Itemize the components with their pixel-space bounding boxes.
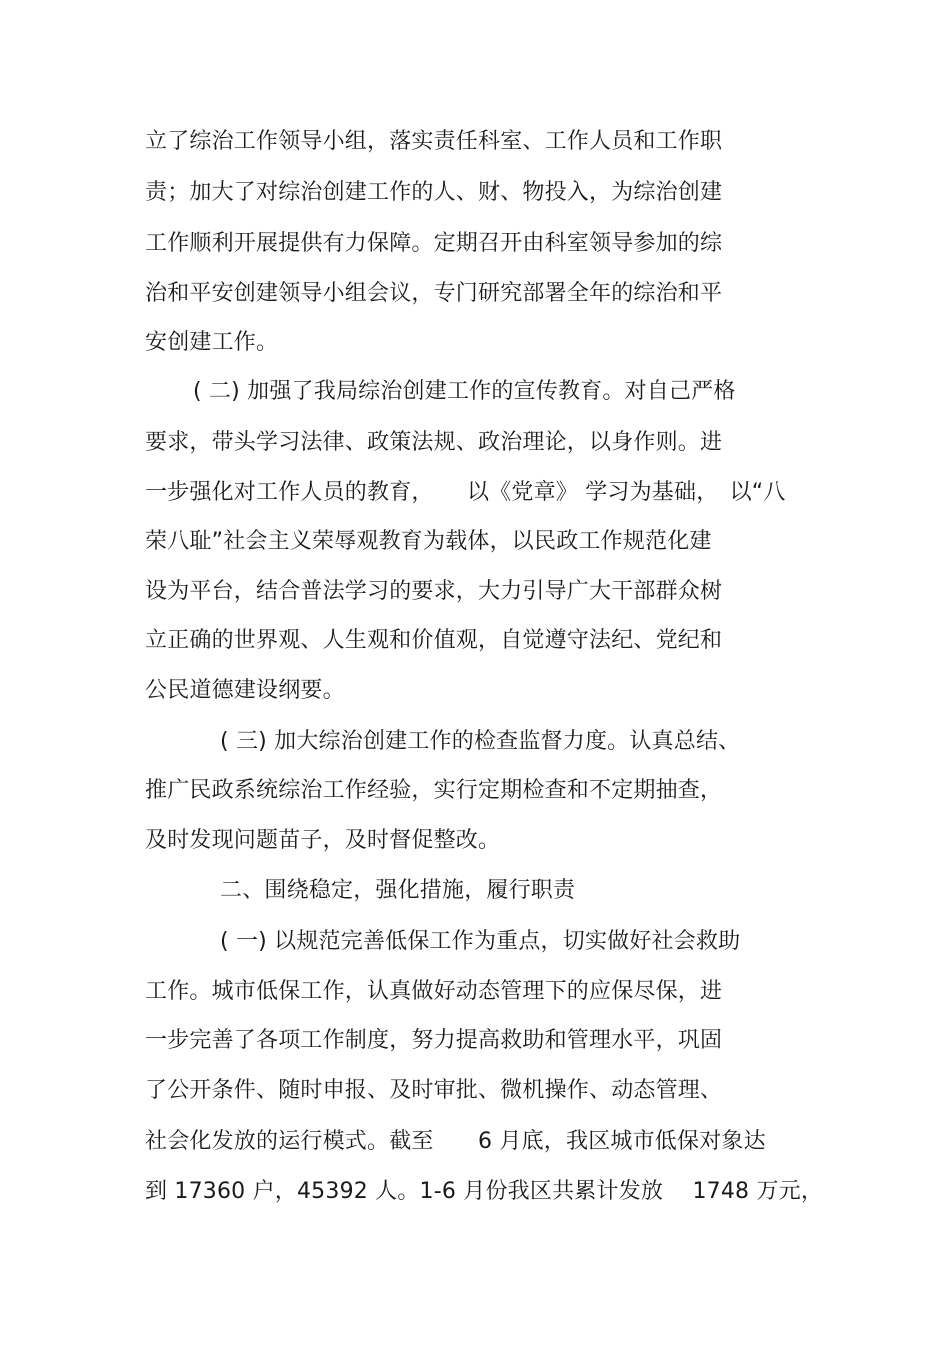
- text-line: 社会化发放的运行模式。截至 6 月底，我区城市低保对象达: [145, 1129, 766, 1154]
- text-line: 一步完善了各项工作制度，努力提高救助和管理水平，巩固: [145, 1028, 723, 1053]
- text-line: 公民道德建设纲要。: [145, 678, 345, 703]
- text-line: 推广民政系统综治工作经验，实行定期检查和不定期抽查，: [145, 778, 723, 803]
- text-line: 了公开条件、随时申报、及时审批、微机操作、动态管理、: [145, 1078, 723, 1103]
- text-line: 责；加大了对综治创建工作的人、财、物投入，为综治创建: [145, 180, 723, 205]
- paragraph-heading: ( 一) 以规范完善低保工作为重点，切实做好社会救助: [220, 929, 741, 954]
- paragraph-heading: ( 三) 加大综治创建工作的检查监督力度。认真总结、: [220, 729, 741, 754]
- text-line: 一步强化对工作人员的教育， 以《党章》 学习为基础， 以“八: [145, 480, 786, 505]
- text-line: 立了综治工作领导小组，落实责任科室、工作人员和工作职: [145, 129, 723, 154]
- text-line: 设为平台，结合普法学习的要求，大力引导广大干部群众树: [145, 579, 723, 604]
- text-line: 安创建工作。: [145, 330, 279, 355]
- text-line: 及时发现问题苗子，及时督促整改。: [145, 828, 501, 853]
- text-line: 要求，带头学习法律、政策法规、政治理论，以身作则。进: [145, 430, 723, 455]
- text-line: 治和平安创建领导小组会议，专门研究部署全年的综治和平: [145, 281, 723, 306]
- paragraph-heading: ( 二) 加强了我局综治创建工作的宣传教育。对自己严格: [193, 379, 736, 404]
- text-line: 到 17360 户，45392 人。1-6 月份我区共累计发放 1748 万元，: [145, 1179, 824, 1204]
- text-line: 荣八耻”社会主义荣辱观教育为载体，以民政工作规范化建: [145, 529, 712, 554]
- text-line: 立正确的世界观、人生观和价值观，自觉遵守法纪、党纪和: [145, 628, 723, 653]
- section-heading: 二、围绕稳定，强化措施，履行职责: [220, 878, 576, 903]
- text-line: 工作。城市低保工作，认真做好动态管理下的应保尽保，进: [145, 979, 723, 1004]
- text-line: 工作顺利开展提供有力保障。定期召开由科室领导参加的综: [145, 231, 723, 256]
